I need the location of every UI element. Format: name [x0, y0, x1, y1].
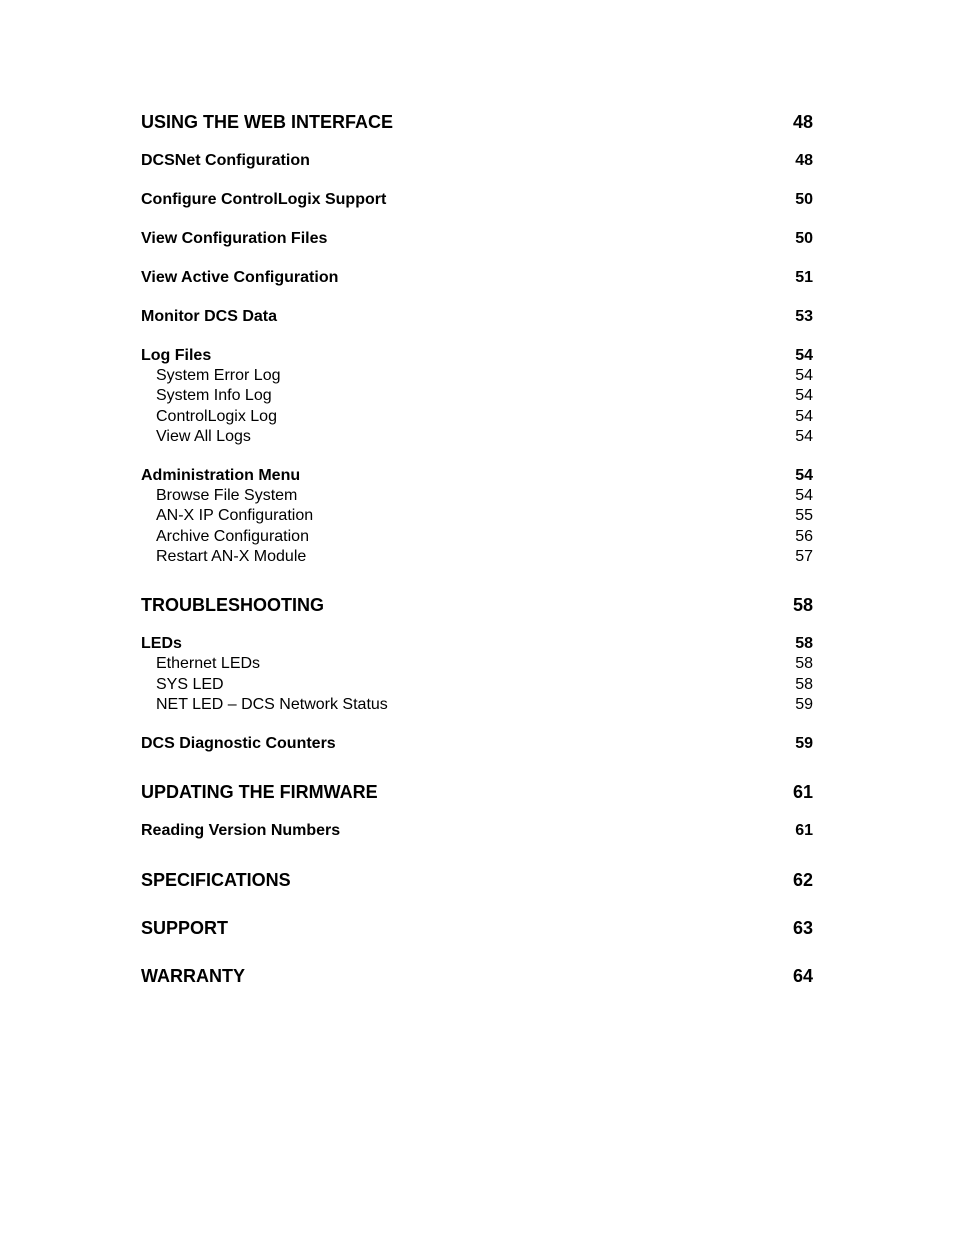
toc-entry: [141, 506, 813, 526]
toc-entry-page: 57: [795, 548, 813, 565]
toc-entry-title: USING THE WEB INTERFACE: [141, 112, 394, 132]
toc-entry: [141, 190, 813, 210]
toc-entry-page: 58: [795, 676, 813, 693]
toc-entry-title: SYS LED: [156, 676, 224, 693]
toc-entry-page: 54: [795, 387, 813, 404]
toc-entry-title: DCSNet Configuration: [141, 152, 310, 169]
toc-entry-page: 61: [795, 822, 813, 839]
toc-entry-title: Archive Configuration: [156, 528, 309, 545]
toc-entry: [141, 654, 813, 674]
toc-entry-page: 59: [795, 696, 813, 713]
toc-entry-page: 54: [795, 347, 813, 364]
toc-entry: [141, 111, 813, 133]
toc-entry-title: AN-X IP Configuration: [156, 507, 314, 524]
toc-entry-page: 58: [795, 635, 813, 652]
toc-entry: [141, 151, 813, 171]
toc-entry-title: TROUBLESHOOTING: [141, 595, 324, 615]
toc-entry: [141, 229, 813, 249]
toc-entry-page: 56: [795, 528, 813, 545]
toc-entry: [141, 821, 813, 841]
toc-entry: [141, 527, 813, 547]
toc-entry: [141, 547, 813, 567]
toc-entry: [141, 486, 813, 506]
toc-entry-title: System Error Log: [156, 367, 281, 384]
toc-entry-page: 51: [795, 269, 813, 286]
toc-entry-title: LEDs: [141, 635, 182, 652]
toc-entry: [141, 366, 813, 386]
toc-entry: [141, 965, 813, 987]
toc-entry-page: 63: [792, 918, 813, 938]
toc-entry: [141, 594, 813, 616]
toc-entry-title: ControlLogix Log: [156, 408, 277, 425]
toc-entry: [141, 427, 813, 447]
toc-entry-page: 59: [795, 735, 813, 752]
toc-entry-title: System Info Log: [156, 387, 272, 404]
toc-entry-page: 48: [795, 152, 813, 169]
toc-entry-page: 48: [792, 112, 813, 132]
toc-entry: [141, 466, 813, 486]
toc-entry-title: View Configuration Files: [141, 230, 328, 247]
toc-entry-title: NET LED – DCS Network Status: [156, 696, 388, 713]
toc-entry: [141, 407, 813, 427]
toc-entry-title: UPDATING THE FIRMWARE: [141, 782, 378, 802]
toc-entry-page: 58: [792, 595, 813, 615]
toc-entry-title: SUPPORT: [141, 918, 229, 938]
toc-entry: [141, 781, 813, 803]
toc-entry-title: View Active Configuration: [141, 269, 339, 286]
toc-entry: [141, 386, 813, 406]
toc-entry-page: 50: [795, 191, 813, 208]
toc-entry-page: 54: [795, 408, 813, 425]
toc-entry: [141, 695, 813, 715]
toc-entry-page: 53: [795, 308, 813, 325]
toc-entry: [141, 869, 813, 891]
toc-entry-page: 58: [795, 655, 813, 672]
toc-entry-title: Configure ControlLogix Support: [141, 191, 387, 208]
toc-entry-title: Ethernet LEDs: [156, 655, 261, 672]
toc-entry-page: 50: [795, 230, 813, 247]
toc-entry: [141, 675, 813, 695]
toc-entry-page: 62: [792, 870, 813, 890]
toc-entry: [141, 634, 813, 654]
toc-entry-title: Reading Version Numbers: [141, 822, 341, 839]
toc-entry-title: Monitor DCS Data: [141, 308, 277, 325]
toc-entry-page: 54: [795, 367, 813, 384]
toc-entry-title: Log Files: [141, 347, 212, 364]
toc-entry-page: 55: [795, 507, 813, 524]
toc-entry-title: View All Logs: [156, 428, 251, 445]
toc-entry: [141, 268, 813, 288]
toc-entry-page: 54: [795, 467, 813, 484]
toc-entry: [141, 917, 813, 939]
toc-entry-title: Restart AN-X Module: [156, 548, 307, 565]
toc-entry: [141, 734, 813, 754]
toc-entry-page: 54: [795, 428, 813, 445]
toc-entry-title: WARRANTY: [141, 966, 245, 986]
toc-entry-title: SPECIFICATIONS: [141, 870, 291, 890]
toc-entry-page: 64: [792, 966, 813, 986]
toc-entry-page: 54: [795, 487, 813, 504]
toc-entry-page: 61: [792, 782, 813, 802]
toc-entry: [141, 307, 813, 327]
table-of-contents: [141, 0, 813, 1235]
toc-entry: [141, 346, 813, 366]
toc-entry-title: Browse File System: [156, 487, 298, 504]
toc-entry-title: Administration Menu: [141, 467, 301, 484]
toc-entry-title: DCS Diagnostic Counters: [141, 735, 336, 752]
